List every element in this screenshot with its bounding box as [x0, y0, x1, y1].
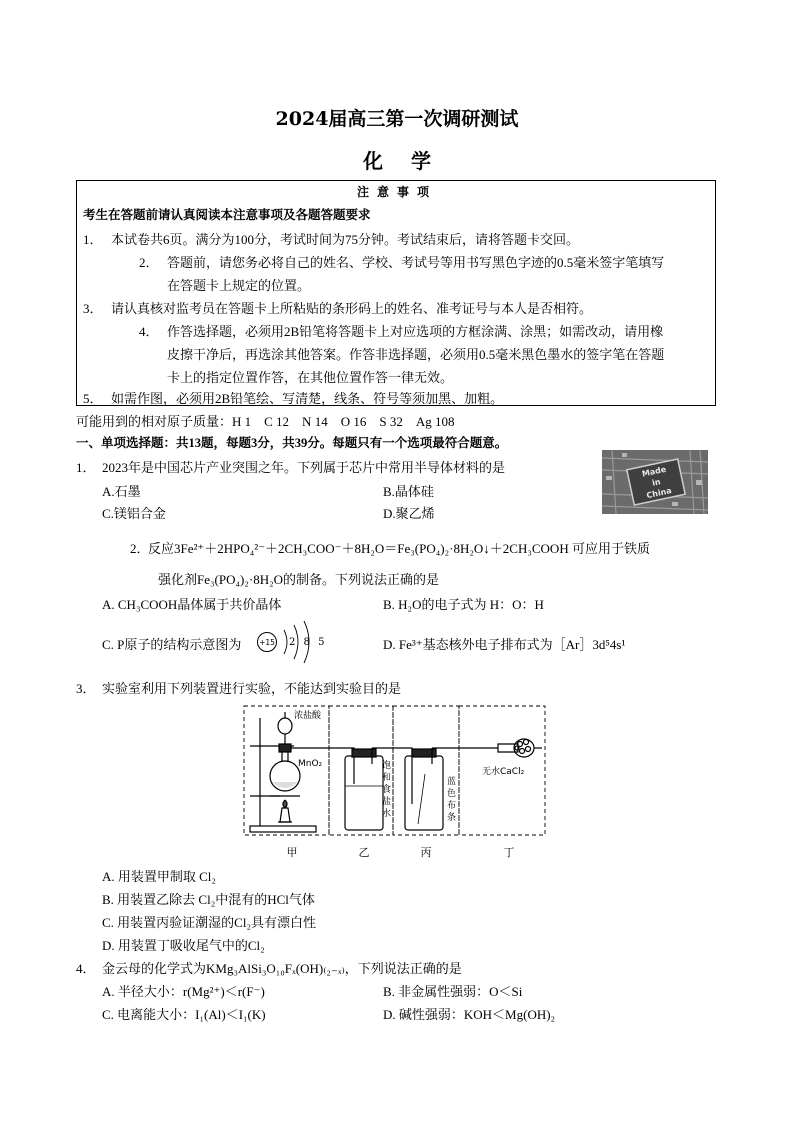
- apparatus-label-jia: 甲: [286, 846, 298, 859]
- q2-stem-line-1: 反应3Fe²⁺＋2HPO₄²⁻＋2CH₃COO⁻＋8H₂O＝Fe₃(PO₄)₂·8H₂O↓＋2CH₃COOH 可应用于铁质: [148, 541, 650, 556]
- notice-box: [76, 180, 716, 406]
- q4-option-d: D. 碱性强弱：KOH＜Mg(OH)₂: [383, 1007, 556, 1022]
- notice-item-4-line-1: 作答选择题，必须用2B铅笔将答题卡上对应选项的方框涂满、涂黑；如需改动，请用橡: [167, 324, 664, 339]
- q3-option-c: C. 用装置丙验证潮湿的Cl₂具有漂白性: [102, 915, 316, 930]
- apparatus-label-yi: 乙: [358, 846, 370, 859]
- notice-item-3-line: 请认真核对监考员在答题卡上所粘贴的条形码上的姓名、准考证号与本人是否相符。: [111, 301, 593, 316]
- notice-title: 注意事项: [356, 185, 437, 199]
- notice-item-1-num: 1．: [83, 232, 103, 247]
- notice-item-3-num: 3．: [83, 301, 103, 316]
- chip-label-china: China: [645, 486, 673, 501]
- p-nucleus-label: +15: [259, 638, 275, 647]
- label-conc-hcl: 浓盐酸: [294, 711, 322, 721]
- p-atom-structure-diagram: [254, 620, 334, 670]
- label-saline-4: 盐: [382, 797, 392, 807]
- apparatus-label-bing: 丙: [420, 846, 432, 859]
- label-mno2: MnO₂: [298, 759, 323, 769]
- atomic-masses: 可能用到的相对原子质量：H 1 C 12 N 14 O 16 S 32 Ag 108: [76, 414, 455, 429]
- label-saline-5: 水: [382, 809, 392, 819]
- q2-option-b: B. H₂O的电子式为 H：O：H: [383, 597, 544, 612]
- q2-stem-line-2: 强化剂Fe₃(PO₄)₂·8H₂O的制备。下列说法正确的是: [158, 572, 440, 587]
- q4-option-a: A. 半径大小：r(Mg²⁺)＜r(F⁻): [102, 984, 265, 999]
- notice-item-5-num: 5．: [83, 391, 103, 406]
- label-saline-3: 食: [382, 785, 392, 795]
- q3-stem: 实验室利用下列装置进行实验，不能达到实验目的是: [102, 681, 402, 696]
- subject-title: 化学: [363, 149, 459, 173]
- apparatus-label-ding: 丁: [503, 846, 515, 859]
- chip-photo: [602, 450, 708, 514]
- notice-item-2-line-1: 答题前，请您务必将自己的姓名、学校、考试号等用书写黑色字迹的0.5毫米签字笔填写: [167, 255, 665, 270]
- q2-option-d: D. Fe³⁺基态核外电子排布式为［Ar］3d⁵4s¹: [383, 637, 626, 652]
- label-cacl2: 无水CaCl₂: [482, 767, 525, 777]
- notice-intro: 考生在答题前请认真阅读本注意事项及各题答题要求: [83, 208, 371, 222]
- chip-label-made: Made: [641, 464, 667, 479]
- label-cloth-4: 条: [447, 813, 457, 823]
- p-shell-electrons: 2 8 5: [289, 637, 327, 648]
- q1-number: 1．: [76, 460, 96, 475]
- q2-option-a: A. CH₃COOH晶体属于共价晶体: [102, 597, 282, 612]
- q4-number: 4．: [76, 961, 96, 976]
- q3-option-a: A. 用装置甲制取 Cl₂: [102, 869, 216, 884]
- q2-number: 2．: [130, 541, 150, 556]
- q3-number: 3．: [76, 681, 96, 696]
- notice-item-1-line: 本试卷共6页。满分为100分，考试时间为75分钟。考试结束后，请将答题卡交回。: [111, 232, 580, 247]
- notice-item-5-line: 如需作图，必须用2B铅笔绘、写清楚，线条、符号等须加黑、加粗。: [111, 391, 504, 406]
- label-cloth-2: 色: [447, 789, 457, 799]
- chip-label-in: in: [651, 477, 662, 488]
- q4-option-c: C. 电离能大小：I₁(Al)＜I₁(K): [102, 1007, 266, 1022]
- notice-item-2-line-2: 在答题卡上规定的位置。: [167, 278, 311, 293]
- notice-item-4-line-3: 卡上的指定位置作答，在其他位置作答一律无效。: [167, 370, 454, 385]
- notice-item-4-num: 4．: [139, 324, 159, 339]
- q4-option-b: B. 非金属性强弱：O＜Si: [383, 984, 523, 999]
- q1-option-d: D.聚乙烯: [383, 506, 435, 521]
- q2-option-c: C. P原子的结构示意图为: [102, 637, 242, 652]
- q1-stem: 2023年是中国芯片产业突围之年。下列属于芯片中常用半导体材料的是: [102, 460, 506, 475]
- section-1-heading: 一、单项选择题：共13题，每题3分，共39分。每题只有一个选项最符合题意。: [76, 436, 508, 450]
- apparatus-diagram: [242, 704, 552, 862]
- exam-title: 2024届高三第一次调研测试: [275, 108, 519, 130]
- q1-option-a: A.石墨: [102, 484, 141, 499]
- label-saline-1: 饱: [382, 761, 392, 771]
- q1-option-c: C.镁铝合金: [102, 506, 166, 521]
- q4-stem: 金云母的化学式为KMg₃AlSi₃O₁₀Fₓ(OH)₍₂₋ₓ₎，下列说法正确的是: [102, 961, 462, 976]
- notice-item-2-num: 2．: [139, 255, 159, 270]
- q3-option-b: B. 用装置乙除去 Cl₂中混有的HCl气体: [102, 892, 315, 907]
- notice-item-4-line-2: 皮擦干净后，再选涂其他答案。作答非选择题，必须用0.5毫米黑色墨水的签字笔在答题: [167, 347, 665, 362]
- label-cloth-3: 布: [447, 801, 457, 811]
- label-saline-2: 和: [382, 773, 392, 783]
- q3-option-d: D. 用装置丁吸收尾气中的Cl₂: [102, 938, 265, 953]
- q1-option-b: B.晶体硅: [383, 484, 434, 499]
- label-cloth-1: 蓝: [447, 777, 457, 787]
